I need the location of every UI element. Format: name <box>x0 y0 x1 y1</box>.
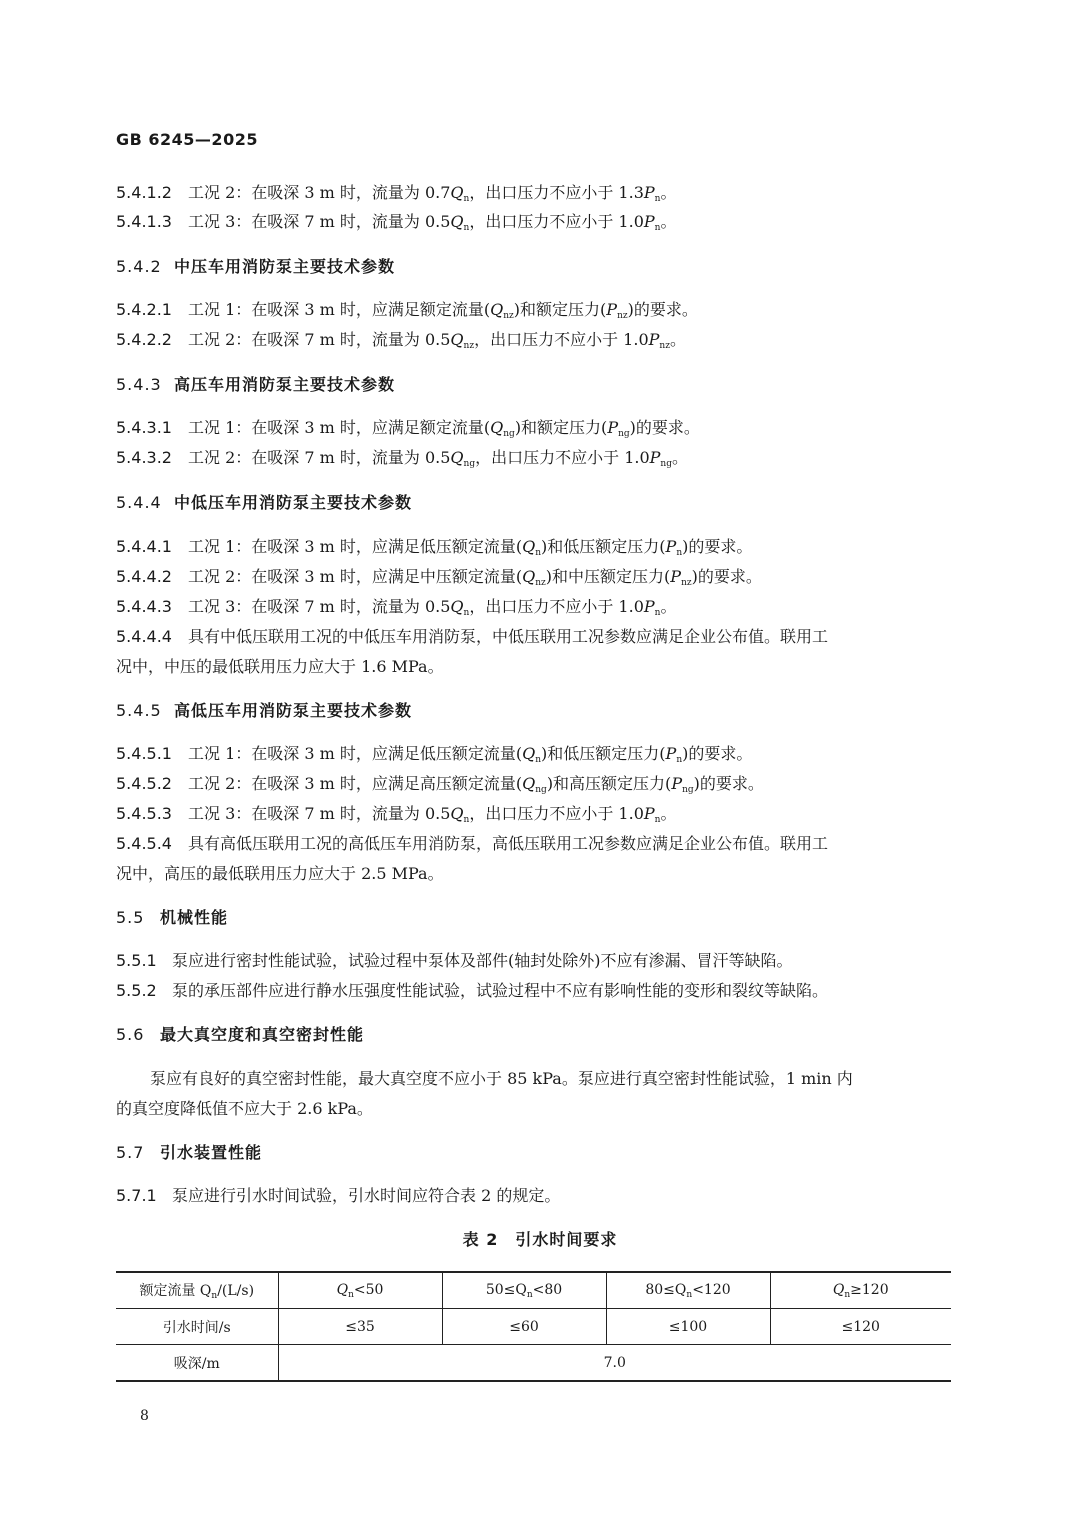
clause-5-4-5-4 <box>116 831 828 854</box>
clause-text: 工况 1：在吸深 3 m 时，应满足低压额定流量( <box>188 744 523 763</box>
clause-text: 泵应进行引水时间试验，引水时间应符合表 2 的规定。 <box>172 1186 561 1205</box>
clause-number: 5.4.4.4 <box>116 627 172 646</box>
clause-5-5-2 <box>116 978 828 1001</box>
clause-5-4-4-2 <box>116 564 762 588</box>
table-caption: 表 2 引水时间要求 <box>462 1230 618 1249</box>
subscript: ng <box>535 785 547 795</box>
subscript: nz <box>681 578 692 588</box>
table-row <box>116 1345 951 1382</box>
symbol-p: P <box>607 418 619 437</box>
subscript: n <box>463 815 470 825</box>
symbol-p: P <box>670 567 682 586</box>
subscript: n <box>463 608 470 618</box>
clause-5-4-3-1 <box>116 415 700 439</box>
clause-number: 5.4.2.1 <box>116 300 172 319</box>
clause-text: 工况 1：在吸深 3 m 时，应满足低压额定流量( <box>188 537 523 556</box>
clause-number: 5.5.2 <box>116 981 157 1000</box>
page-number: 8 <box>140 1408 149 1424</box>
clause-text: )和中压额定压力( <box>545 567 671 586</box>
clause-5-7-1 <box>116 1183 560 1206</box>
section-title: 中低压车用消防泵主要技术参数 <box>174 493 413 512</box>
clause-text: )的要求。 <box>682 744 753 763</box>
clause-text: )的要求。 <box>691 567 762 586</box>
clause-text: 。 <box>660 183 677 202</box>
clause-text: )的要求。 <box>627 300 698 319</box>
clause-text: ，出口压力不应小于 1.0 <box>469 804 644 823</box>
section-number: 5.4.3 <box>116 375 162 394</box>
clause-text: 具有高低压联用工况的高低压车用消防泵，高低压联用工况参数应满足企业公布值。联用工 <box>188 834 829 853</box>
section-number: 5.4.5 <box>116 701 162 720</box>
clause-text: 。 <box>660 597 677 616</box>
table-cell: 7.0 <box>278 1345 951 1382</box>
clause-number: 5.4.2.2 <box>116 330 172 349</box>
subscript: nz <box>617 311 628 321</box>
symbol-q: Q <box>522 567 536 586</box>
clause-text: ，出口压力不应小于 1.0 <box>469 212 644 231</box>
clause-5-4-4-3 <box>116 594 676 618</box>
section-title: 机械性能 <box>160 908 229 927</box>
row-label: 额定流量 $Q_n/(L/s)$ <box>116 1272 278 1309</box>
clause-number: 5.4.5.2 <box>116 774 172 793</box>
clause-text: )的要求。 <box>693 774 764 793</box>
table-cell: $Q_n<50$ <box>278 1272 442 1309</box>
clause-text: )和额定压力( <box>514 418 608 437</box>
clause-number: 5.4.3.1 <box>116 418 172 437</box>
clause-number: 5.4.4.2 <box>116 567 172 586</box>
row-label: 吸深/m <box>116 1345 278 1382</box>
symbol-q: Q <box>490 418 504 437</box>
clause-number: 5.4.4.1 <box>116 537 172 556</box>
clause-number: 5.4.3.2 <box>116 448 172 467</box>
document-header: GB 6245—2025 <box>116 130 258 149</box>
symbol-q: Q <box>450 448 464 467</box>
clause-number: 5.4.5.3 <box>116 804 172 823</box>
section-number: 5.4.4 <box>116 493 162 512</box>
clause-5-4-5-4-continued: 况中，高压的最低联用压力应大于 2.5 MPa。 <box>116 864 444 883</box>
symbol-p: P <box>643 212 655 231</box>
clause-5-4-5-1 <box>116 741 752 765</box>
clause-text: ，出口压力不应小于 1.0 <box>469 597 644 616</box>
subscript: n <box>676 755 683 765</box>
table-cell: $Q_n\ge 120$ <box>770 1272 951 1309</box>
clause-text: 工况 2：在吸深 3 m 时，应满足高压额定流量( <box>188 774 523 793</box>
section-heading-5-5 <box>116 905 228 928</box>
subscript: nz <box>659 341 670 351</box>
clause-text: )的要求。 <box>682 537 753 556</box>
clause-text: ，出口压力不应小于 1.0 <box>474 330 649 349</box>
clause-text: 工况 3：在吸深 7 m 时，流量为 0.5 <box>188 804 451 823</box>
section-heading-5-4-4 <box>116 490 412 513</box>
subscript: n <box>535 755 542 765</box>
clause-5-4-1-2 <box>116 180 676 204</box>
subscript: n <box>463 223 470 233</box>
subscript: n <box>676 548 683 558</box>
clause-number: 5.4.1.2 <box>116 183 172 202</box>
clause-text: 工况 2：在吸深 7 m 时，流量为 0.5 <box>188 330 451 349</box>
symbol-q: Q <box>450 183 464 202</box>
clause-5-4-4-1 <box>116 534 752 558</box>
subscript: nz <box>535 578 546 588</box>
symbol-p: P <box>643 183 655 202</box>
symbol-p: P <box>606 300 618 319</box>
section-number: 5.5 <box>116 908 145 927</box>
clause-number: 5.7.1 <box>116 1186 157 1205</box>
clause-5-4-2-1 <box>116 297 698 321</box>
clause-5-4-4-4 <box>116 624 828 647</box>
clause-text: 工况 3：在吸深 7 m 时，流量为 0.5 <box>188 212 451 231</box>
clause-text: ，出口压力不应小于 1.0 <box>475 448 650 467</box>
section-title: 高压车用消防泵主要技术参数 <box>174 375 396 394</box>
subscript: n <box>654 608 661 618</box>
clause-5-4-2-2 <box>116 327 686 351</box>
clause-text: 泵应进行密封性能试验，试验过程中泵体及部件(轴封处除外)不应有渗漏、冒汗等缺陷。 <box>172 951 793 970</box>
subscript: n <box>654 223 661 233</box>
clause-text: 工况 2：在吸深 3 m 时，流量为 0.7 <box>188 183 451 202</box>
section-heading-5-4-2 <box>116 254 395 277</box>
table-cell: ≤120 <box>770 1309 951 1345</box>
clause-number: 5.4.5.4 <box>116 834 172 853</box>
subscript: ng <box>503 429 515 439</box>
symbol-p: P <box>649 448 661 467</box>
clause-text: 。 <box>660 212 677 231</box>
section-heading-5-4-5 <box>116 698 412 721</box>
table-row <box>116 1309 951 1345</box>
clause-text: 具有中低压联用工况的中低压车用消防泵，中低压联用工况参数应满足企业公布值。联用工 <box>188 627 829 646</box>
subscript: n <box>654 194 661 204</box>
section-heading-5-6 <box>116 1022 364 1045</box>
clause-text: 。 <box>669 330 686 349</box>
table-row <box>116 1272 951 1309</box>
symbol-q: Q <box>522 537 536 556</box>
symbol-q: Q <box>450 212 464 231</box>
section-title: 引水装置性能 <box>160 1143 263 1162</box>
symbol-q: Q <box>450 597 464 616</box>
symbol-q: Q <box>450 804 464 823</box>
table-cell: ≤100 <box>606 1309 770 1345</box>
symbol-p: P <box>665 537 677 556</box>
symbol-p: P <box>671 774 683 793</box>
clause-number: 5.4.1.3 <box>116 212 172 231</box>
clause-text: 工况 2：在吸深 7 m 时，流量为 0.5 <box>188 448 451 467</box>
subscript: n <box>463 194 470 204</box>
clause-number: 5.4.5.1 <box>116 744 172 763</box>
subscript: nz <box>503 311 514 321</box>
subscript: ng <box>682 785 694 795</box>
clause-text: 。 <box>660 804 677 823</box>
subscript: nz <box>463 341 475 351</box>
section-number: 5.4.2 <box>116 257 162 276</box>
clause-5-4-5-2 <box>116 771 764 795</box>
clause-5-5-1 <box>116 948 793 971</box>
table-cell: $80\le Q_n<120$ <box>606 1272 770 1309</box>
symbol-q: Q <box>490 300 504 319</box>
subscript: ng <box>463 459 476 469</box>
section-title: 中压车用消防泵主要技术参数 <box>174 257 396 276</box>
clause-text: ，出口压力不应小于 1.3 <box>469 183 644 202</box>
clause-text: )和低压额定压力( <box>541 744 666 763</box>
clause-5-4-4-4-continued: 况中，中压的最低联用压力应大于 1.6 MPa。 <box>116 657 444 676</box>
row-label: 引水时间/s <box>116 1309 278 1345</box>
table-cell: $50\le Q_n<80$ <box>442 1272 606 1309</box>
subscript: ng <box>618 429 630 439</box>
symbol-p: P <box>665 744 677 763</box>
section-number: 5.7 <box>116 1143 145 1162</box>
symbol-p: P <box>643 597 655 616</box>
clause-text: )和额定压力( <box>513 300 607 319</box>
clause-text: )和高压额定压力( <box>546 774 672 793</box>
paragraph-5-6: 泵应有良好的真空密封性能，最大真空度不应小于 85 kPa。泵应进行真空密封性能试验，1 min 内 <box>150 1069 853 1088</box>
section-number: 5.6 <box>116 1025 145 1044</box>
clause-text: 泵的承压部件应进行静水压强度性能试验，试验过程中不应有影响性能的变形和裂纹等缺陷。 <box>172 981 829 1000</box>
clause-text: )和低压额定压力( <box>541 537 666 556</box>
subscript: n <box>535 548 542 558</box>
section-heading-5-4-3 <box>116 372 395 395</box>
clause-number: 5.4.4.3 <box>116 597 172 616</box>
symbol-q: Q <box>522 774 536 793</box>
paragraph-5-6-continued: 的真空度降低值不应大于 2.6 kPa。 <box>116 1099 373 1118</box>
clause-number: 5.5.1 <box>116 951 157 970</box>
symbol-q: Q <box>522 744 536 763</box>
table-cell: ≤35 <box>278 1309 442 1345</box>
symbol-q: Q <box>450 330 464 349</box>
clause-text: 。 <box>671 448 688 467</box>
section-title: 高低压车用消防泵主要技术参数 <box>174 701 413 720</box>
subscript: ng <box>660 459 672 469</box>
clause-5-4-3-2 <box>116 445 688 469</box>
clause-text: 工况 1：在吸深 3 m 时，应满足额定流量( <box>188 300 491 319</box>
clause-text: 工况 3：在吸深 7 m 时，流量为 0.5 <box>188 597 451 616</box>
clause-5-4-5-3 <box>116 801 676 825</box>
section-title: 最大真空度和真空密封性能 <box>160 1025 365 1044</box>
clause-text: 工况 2：在吸深 3 m 时，应满足中压额定流量( <box>188 567 523 586</box>
priming-time-table <box>116 1271 951 1382</box>
section-heading-5-7 <box>116 1140 262 1163</box>
table-cell: ≤60 <box>442 1309 606 1345</box>
symbol-p: P <box>648 330 660 349</box>
subscript: n <box>654 815 661 825</box>
clause-5-4-1-3 <box>116 209 676 233</box>
symbol-p: P <box>643 804 655 823</box>
clause-text: )的要求。 <box>629 418 700 437</box>
clause-text: 工况 1：在吸深 3 m 时，应满足额定流量( <box>188 418 491 437</box>
